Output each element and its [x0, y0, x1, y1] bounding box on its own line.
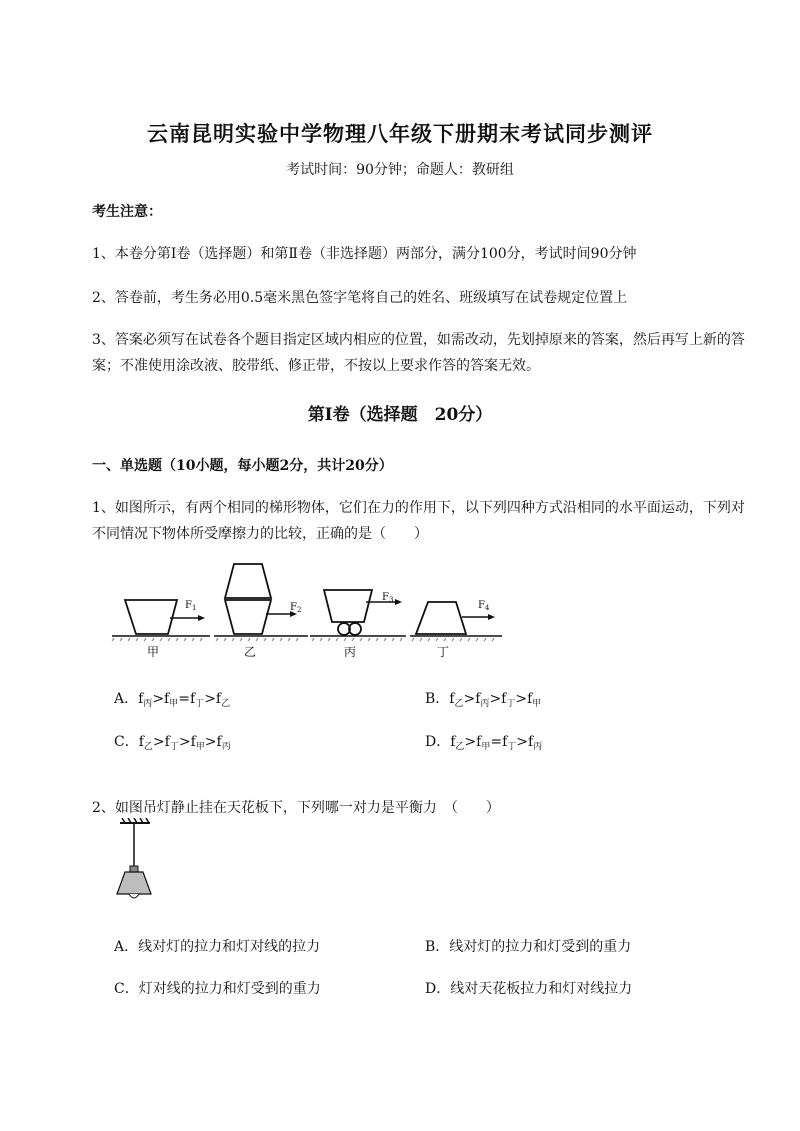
hanging-lamp-figure — [112, 818, 162, 908]
q2-option-c[interactable]: C．灯对线的拉力和灯受到的重力 — [114, 981, 321, 997]
notice-item-2: 2、答卷前，考生务必用0.5毫米黑色签字笔将自己的姓名、班级填写在试卷规定位置上 — [92, 290, 628, 306]
force-label-f3: $F_3$ — [382, 592, 394, 604]
force-label-f2: $F_2$ — [290, 602, 302, 614]
notice-item-1: 1、本卷分第I卷（选择题）和第Ⅱ卷（非选择题）两部分，满分100分，考试时间90分钟 — [92, 246, 637, 262]
force-label-f4: $F_4$ — [478, 600, 490, 612]
notice-item-3: 3、答案必须写在试卷各个题目指定区域内相应的位置，如需改动，先划掉原来的答案，然后再写上新的答案；不准使用涂改液、胶带纸、修正带，不按以上要求作答的答案无效。 — [92, 332, 745, 374]
figure-label-jia: 甲 — [146, 645, 160, 659]
q1-option-c[interactable]: C．$f_乙>f_丁>f_甲>f_丙$ — [114, 734, 231, 752]
page-title: 云南昆明实验中学物理八年级下册期末考试同步测评 — [147, 121, 653, 146]
part-title: 一、单选题（10小题，每小题2分，共计20分） — [92, 458, 393, 474]
notice-label: 考生注意： — [92, 204, 162, 220]
figure-label-ding: 丁 — [436, 645, 450, 659]
question-1-figure — [110, 558, 510, 670]
q1-option-b[interactable]: B．$f_乙>f_丙>f_丁>f_甲$ — [425, 691, 542, 709]
q1-option-a[interactable]: A．$f_丙>f_甲=f_丁>f_乙$ — [114, 691, 231, 709]
section-title: 第I卷（选择题 20分） — [307, 405, 493, 425]
q1-option-d[interactable]: D．$f_乙>f_甲=f_丁>f_丙$ — [425, 734, 543, 752]
figure-label-yi: 乙 — [243, 645, 257, 659]
question-2-stem: 2、如图吊灯静止挂在天花板下，下列哪一对力是平衡力 （ ） — [92, 800, 500, 816]
question-1-stem: 1、如图所示，有两个相同的梯形物体，它们在力的作用下，以下列四种方式沿相同的水平面运动，下列对不同情况下物体所受摩擦力的比较，正确的是（ ） — [92, 500, 745, 542]
q2-option-a[interactable]: A．线对灯的拉力和灯对线的拉力 — [114, 939, 321, 955]
exam-info: 考试时间：90分钟；命题人：教研组 — [286, 162, 514, 178]
q2-option-b[interactable]: B．线对灯的拉力和灯受到的重力 — [425, 939, 632, 955]
force-label-f1: $F_1$ — [185, 600, 197, 612]
q2-option-d[interactable]: D．线对天花板拉力和灯对线拉力 — [425, 981, 633, 997]
figure-label-bing: 丙 — [343, 645, 357, 659]
